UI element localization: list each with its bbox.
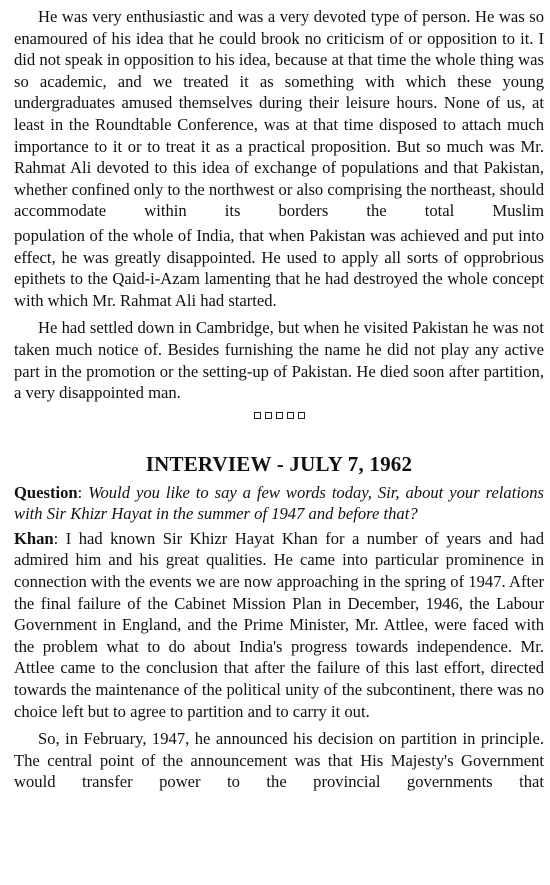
divider-square-icon — [276, 412, 283, 419]
paragraph-pakistan-disappointment: population of the whole of India, that when Pakistan was achieved and put into effect, he was greatly disappointed. He used to apply all sorts of opprobrious epithets to the Qaid-i-Azam lamenting that he had destroyed the whole concept with which Mr. Rahmat Ali had started. — [14, 225, 544, 310]
question-text: Would you like to say a few words today, Sir, about your relations with Sir Khizr Hayat in the summer of 1947 and before that? — [14, 482, 544, 524]
divider-square-icon — [298, 412, 305, 419]
document-page — [14, 6, 544, 793]
divider-square-icon — [287, 412, 294, 419]
paragraph-february-1947: So, in February, 1947, he announced his decision on partition in principle. The central point of the announcement was that His Majesty's Government would transfer power to the provincial governments that — [14, 729, 544, 792]
interview-heading: INTERVIEW - JULY 7, 1962 — [145, 451, 413, 476]
answer-label: Khan — [14, 528, 54, 548]
paragraph-rahmat-ali-devotion: He was very enthusiastic and was a very devoted type of person. He was so enamoured of his idea that he could brook no criticism of or opposition to it. I did not speak in opposition to his idea, because at that time the whole thing was so academic, and we treated it as something with which these young undergraduates amused themselves during their leisure hours. None of us, at least in the Roundtable Conference, was at that time disposed to attach much importance to it or to treat it as a practical proposition. But so much was Mr. Rahmat Ali devoted to this idea of exchange of populations and that Pakistan, whether confined only to the northwest or also comprising the northeast, should accommodate within its borders the total Muslim — [14, 7, 544, 221]
divider-square-icon — [254, 412, 261, 419]
question-colon: : — [77, 482, 83, 502]
question-label: Question — [14, 482, 78, 502]
answer-text: I had known Sir Khizr Hayat Khan for a number of years and had admired him and his great qualities. He came into particular prominence in connection with the events we are now approaching in the spring of 1947. After the final failure of the Cabinet Mission Plan in December, 1946, the Labour Government in England, and the Prime Minister, Mr. Attlee, were faced with the problem what to do about India's progress towards independence. Mr. Attlee came to the conclusion that after the failure of this last effort, directed towards the maintenance of the political unity of the subcontinent, there was no choice left but to agree to partition and to carry it out. — [14, 528, 544, 721]
answer-colon: : — [53, 528, 59, 548]
section-divider-ornament — [14, 412, 544, 419]
answer-paragraph — [14, 528, 544, 722]
question-paragraph — [14, 482, 544, 525]
paragraph-cambridge: He had settled down in Cambridge, but when he visited Pakistan he was not taken much notice of. Besides furnishing the name he did not play any active part in the promotion or the setting-up of Pakistan. He died soon after partition, a very disappointed man. — [14, 318, 544, 403]
divider-square-icon — [265, 412, 272, 419]
